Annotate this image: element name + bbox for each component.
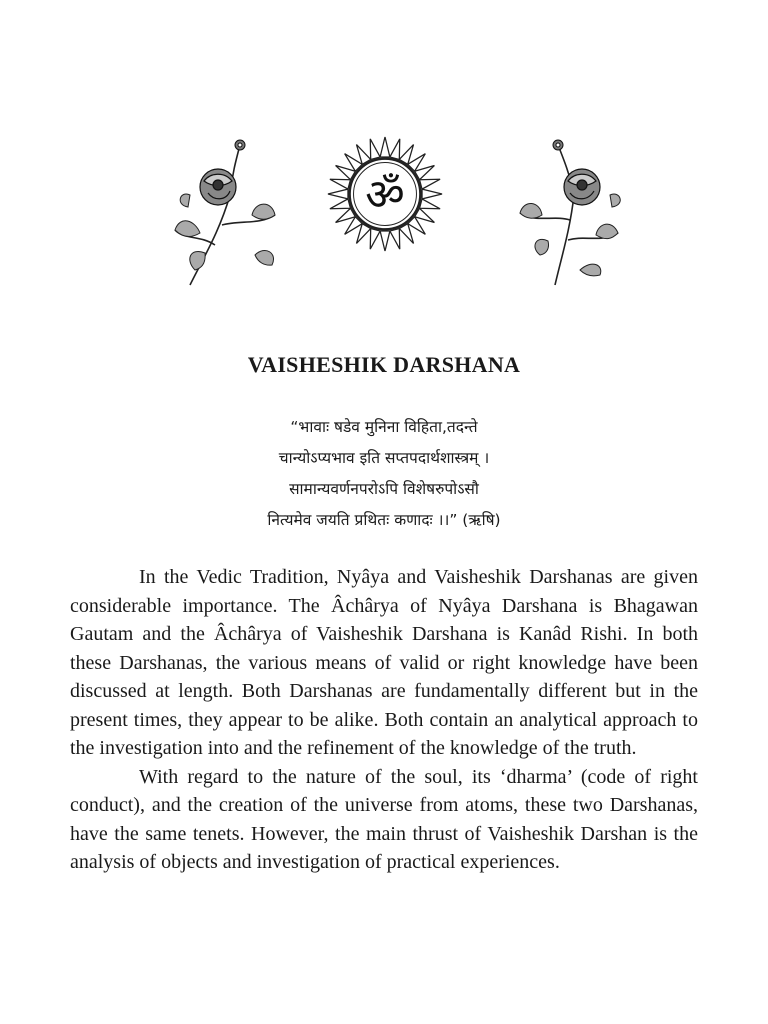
paragraph: With regard to the nature of the soul, its ‘dharma’ (code of right conduct), and the creation of the universe from atoms, these two Darshanas, have the same tenets. However, the main thrust of Vaisheshik Darshan is the analysis of objects and investigation of practical experiences. xyxy=(70,765,698,873)
sun-ray xyxy=(420,179,441,189)
sun-ray xyxy=(370,229,380,250)
sun-ray xyxy=(330,199,351,209)
sanskrit-verse xyxy=(0,412,768,536)
sun-ray xyxy=(390,139,400,160)
sun-ray xyxy=(330,179,351,189)
sun-ray xyxy=(380,231,390,251)
sun-ray xyxy=(422,189,442,199)
verse-line: नित्यमेव जयति प्रथितः कणादः ।।” (ऋषि) xyxy=(267,511,501,529)
rose-icon xyxy=(500,135,640,295)
sun-ray xyxy=(380,137,390,157)
rose-icon xyxy=(160,135,300,295)
body-text xyxy=(70,563,698,877)
om-sun-icon xyxy=(326,135,444,253)
om-glyph: ॐ xyxy=(365,170,405,221)
paragraph: In the Vedic Tradition, Nyâya and Vaisheshik Darshanas are given considerable importance. The Âchârya of Nyâya Darshana is Bhagawan Gautam and the Âchârya of Vaisheshik Darshana is Kanâd Rishi. In both these Darshanas, the various means of valid or right knowledge have been discussed at length. Both Darshanas are fundamentally different but in the present times, they appear to be alike. Both contain an analytical approach to the investigation into and the refinement of the knowledge of the truth. xyxy=(70,566,698,759)
page-title: VAISHESHIK DARSHANA xyxy=(247,352,521,377)
sun-ray xyxy=(420,199,441,209)
sun-ray xyxy=(328,189,348,199)
verse-line: सामान्यवर्णनपरोऽपि विशेषरुपोऽसौ xyxy=(289,480,479,498)
verse-line: चान्योऽप्यभाव इति सप्तपदार्थशास्त्रम् । xyxy=(278,449,490,467)
sun-ray xyxy=(390,229,400,250)
ornament-row xyxy=(0,130,768,305)
sun-ray xyxy=(370,139,380,160)
verse-line: “भावाः षडेव मुनिना विहिता,तदन्ते xyxy=(290,418,478,436)
